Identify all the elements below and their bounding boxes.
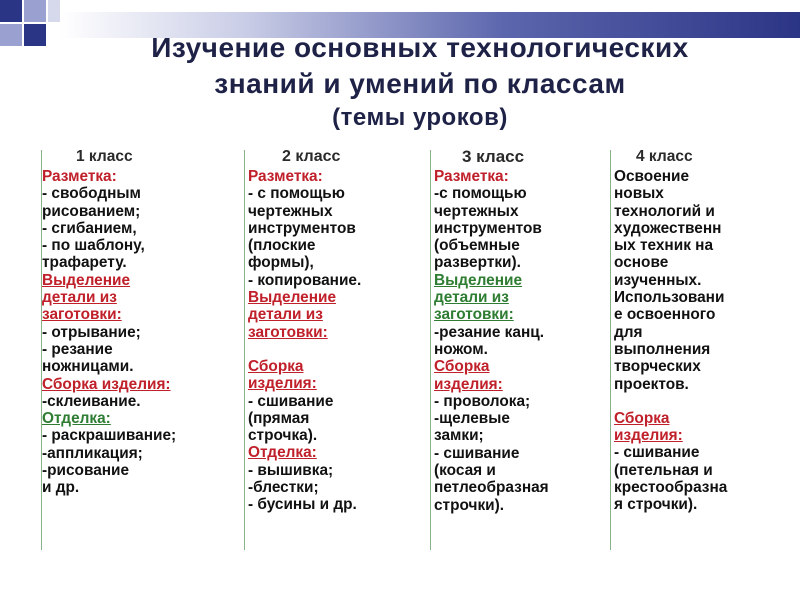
list-line: развертки). — [434, 254, 521, 272]
list-line: (плоские — [248, 237, 316, 255]
section-heading: Отделка: — [42, 410, 111, 428]
list-line: -рисование — [42, 462, 130, 480]
section-heading: изделия: — [614, 427, 683, 445]
list-line: -склеивание. — [42, 392, 141, 410]
list-line: (объемные — [434, 237, 520, 255]
section-heading: Сборка — [434, 358, 490, 376]
column-header: 3 класс — [462, 147, 525, 166]
list-line: Использовани — [614, 289, 725, 307]
column-divider — [430, 150, 431, 550]
column-divider — [244, 150, 245, 550]
list-line: - сшивание — [614, 444, 700, 462]
section-heading: Разметка: — [434, 168, 509, 185]
column-grade-2 — [248, 148, 428, 554]
list-line: замки; — [434, 427, 484, 445]
section-heading: Выделение — [248, 289, 337, 307]
list-line: творческих — [614, 358, 701, 376]
list-line: инструментов — [434, 219, 542, 237]
column-divider — [610, 150, 611, 550]
column-header: 4 класс — [636, 148, 693, 165]
list-line: -щелевые — [434, 410, 510, 428]
section-heading: детали из — [434, 289, 509, 307]
list-line: ножом. — [434, 340, 488, 358]
list-line: строчка). — [248, 427, 318, 445]
list-line: проектов. — [614, 375, 689, 393]
list-line: (петельная и — [614, 461, 713, 479]
list-line: - свободным — [42, 185, 141, 203]
list-line: - по шаблону, — [42, 237, 145, 255]
list-line: ножницами. — [42, 358, 134, 376]
list-line: - проволока; — [434, 392, 531, 410]
list-line: - вышивка; — [248, 461, 334, 479]
column-content — [614, 168, 800, 514]
section-heading: детали из — [42, 289, 117, 307]
column-content — [248, 168, 428, 514]
decor-square — [48, 0, 60, 22]
list-line: - резание — [42, 340, 113, 358]
decor-square — [0, 24, 22, 46]
list-line: - сгибанием, — [42, 219, 137, 237]
list-line: (прямая — [248, 409, 310, 427]
column-grade-3 — [434, 148, 609, 554]
column-content — [434, 168, 609, 514]
list-line: и др. — [42, 479, 80, 497]
section-heading: детали из — [248, 306, 323, 324]
list-line: трафарету. — [42, 254, 127, 272]
section-heading: заготовки: — [434, 306, 514, 324]
list-line: я строчки). — [614, 496, 698, 514]
decor-square — [0, 0, 22, 22]
section-heading: Разметка: — [42, 168, 117, 185]
list-line: - сшивание — [434, 444, 520, 462]
section-heading: изделия: — [248, 375, 317, 393]
list-line — [614, 393, 800, 410]
list-line: ых техник на — [614, 237, 714, 255]
list-line: основе — [614, 254, 669, 272]
list-line: -блестки; — [248, 479, 319, 497]
list-line: крестообразна — [614, 479, 728, 497]
section-heading: Сборка изделия: — [42, 375, 171, 393]
list-line: - с помощью — [248, 185, 345, 203]
list-line: чертежных — [248, 202, 333, 220]
list-line: е освоенного — [614, 306, 716, 324]
list-line: строчки). — [434, 496, 505, 514]
list-line: чертежных — [434, 202, 519, 220]
list-line: для — [614, 323, 643, 341]
section-heading: заготовки: — [248, 323, 328, 341]
list-line: художественн — [614, 219, 722, 237]
list-line: формы), — [248, 254, 314, 272]
list-line: петлеобразная — [434, 479, 549, 497]
list-line: (косая и — [434, 462, 496, 480]
section-heading: Отделка: — [248, 444, 317, 462]
section-heading: Сборка — [248, 357, 304, 375]
list-line: -аппликация; — [42, 444, 143, 462]
list-line: -с помощью — [434, 185, 527, 203]
list-line: - отрывание; — [42, 323, 141, 341]
page-title-line1: Изучение основных технологических — [151, 32, 689, 63]
list-line: - сшивание — [248, 392, 334, 410]
list-line: Освоение — [614, 168, 690, 185]
section-heading: Выделение — [42, 271, 131, 289]
section-heading: изделия: — [434, 375, 503, 393]
section-heading: Разметка: — [248, 168, 323, 185]
decor-square — [24, 0, 46, 22]
section-heading: Выделение — [434, 271, 523, 289]
page-title-line2: знаний и умений по классам — [214, 68, 626, 99]
section-heading: Сборка — [614, 409, 670, 427]
page-subtitle: (темы уроков) — [332, 104, 508, 131]
column-content — [42, 168, 242, 497]
section-heading: заготовки: — [42, 306, 122, 324]
column-header: 2 класс — [282, 148, 341, 165]
list-line: новых — [614, 185, 664, 203]
list-line: - раскрашивание; — [42, 427, 177, 445]
list-line: - бусины и др. — [248, 496, 357, 514]
list-line: изученных. — [614, 271, 702, 289]
list-line: рисованием; — [42, 202, 141, 220]
column-grade-1 — [42, 148, 242, 554]
list-line — [248, 341, 428, 358]
list-line: - копирование. — [248, 271, 362, 289]
list-line: -резание канц. — [434, 323, 544, 341]
column-header: 1 класс — [76, 148, 133, 165]
list-line: технологий и — [614, 202, 715, 220]
list-line: выполнения — [614, 340, 711, 358]
list-line: инструментов — [248, 219, 356, 237]
column-grade-4 — [614, 148, 800, 554]
